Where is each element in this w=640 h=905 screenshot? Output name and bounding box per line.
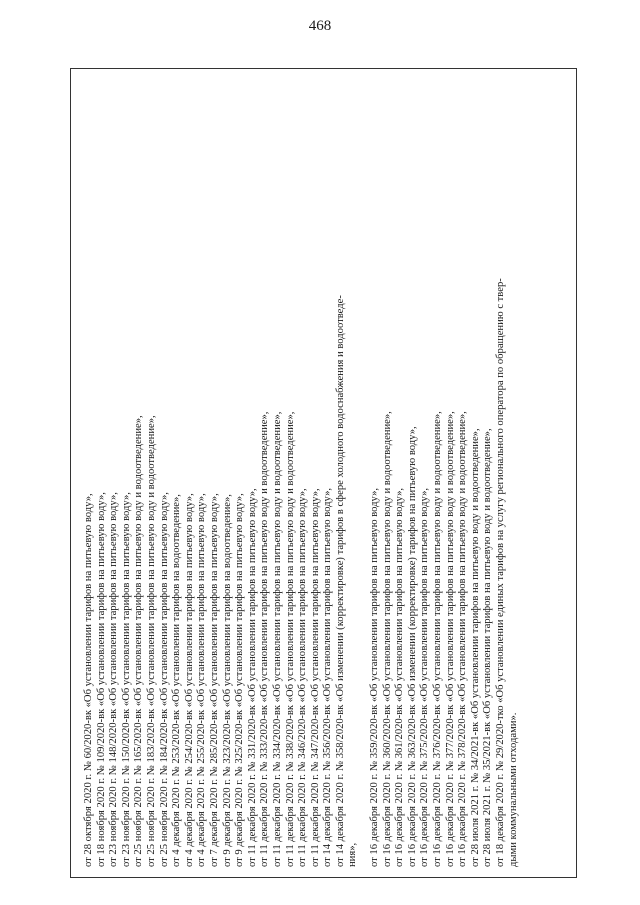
resolution-line: от 4 декабря 2020 г. № 255/2020-вк «Об установлении тарифов на питьевую воду», — [196, 493, 208, 867]
resolution-line: от 9 декабря 2020 г. № 325/2020-вк «Об установлении тарифов на питьевую воду», — [234, 493, 246, 867]
resolution-line: от 23 ноября 2020 г. № 148/2020-вк «Об установлении тарифов на питьевую воду», — [108, 492, 120, 867]
resolution-line: от 25 ноября 2020 г. № 184/2020-вк «Об установлении тарифов на питьевую воду», — [158, 492, 170, 867]
resolution-line: от 4 декабря 2020 г. № 254/2020-вк «Об установлении тарифов на питьевую воду», — [183, 493, 195, 867]
document-frame — [70, 68, 577, 878]
resolution-line: от 16 декабря 2020 г. № 361/2020-вк «Об установлении тарифов на питьевую воду», — [394, 487, 406, 867]
resolution-line: от 18 ноября 2020 г. № 109/2020-вк «Об установлении тарифов на питьевую воду», — [95, 492, 107, 867]
resolution-line: от 11 декабря 2020 г. № 333/2020-вк «Об установлении тарифов на питьевую воду и водоотведение», — [259, 411, 271, 867]
resolution-line: от 16 декабря 2020 г. № 363/2020-вк «Об изменении (корректировке) тарифов на питьевую воду», — [406, 426, 418, 867]
resolution-line: от 16 декабря 2020 г. № 378/2020-вк «Об установлении тарифов на питьевую воду и водоотведение», — [457, 411, 469, 867]
resolution-line: от 23 ноября 2020 г. № 150/2020-вк «Об установлении тарифов на питьевую воду», — [120, 492, 132, 867]
resolution-line: от 25 ноября 2020 г. № 165/2020-вк «Об установлении тарифов на питьевую воду и водоотведение», — [133, 415, 145, 867]
resolution-line: от 16 декабря 2020 г. № 359/2020-вк «Об установлении тарифов на питьевую воду», — [369, 487, 381, 867]
resolution-line: от 28 октября 2020 г. № 60/2020-вк «Об установлении тарифов на питьевую воду», — [83, 493, 94, 867]
resolution-line: от 25 ноября 2020 г. № 183/2020-вк «Об установлении тарифов на питьевую воду и водоотведение», — [145, 415, 157, 867]
resolution-line: от 16 декабря 2020 г. № 375/2020-вк «Об установлении тарифов на питьевую воду», — [419, 487, 431, 867]
resolution-line: от 16 декабря 2020 г. № 377/2020-вк «Об установлении тарифов на питьевую воду и водоотведение», — [444, 411, 456, 867]
page-number: 468 — [308, 18, 332, 34]
resolution-line: от 28 июля 2021 г. № 34/2021-вк «Об установлении тарифов на питьевую воду и водоотведение», — [469, 428, 481, 867]
resolution-line: от 18 декабря 2020 г. № 29/2020-тко «Об установлении единых тарифов на услугу регионального оператора по обращению с твер- — [495, 278, 506, 867]
resolution-line: от 7 декабря 2020 г. № 285/2020-вк «Об установлении тарифов на питьевую воду», — [208, 493, 220, 867]
resolution-line: дыми коммунальными отходами». — [507, 712, 519, 867]
resolution-line: от 4 декабря 2020 г. № 253/2020-вк «Об установлении тарифов на водоотведение», — [171, 494, 183, 867]
resolution-line: от 14 декабря 2020 г. № 358/2020-вк «Об изменении (корректировке) тарифов в сфере холодного водоснабжения и водоотведе- — [334, 295, 346, 867]
rotated-text-block — [83, 87, 520, 867]
resolution-line: от 11 декабря 2020 г. № 347/2020-вк «Об установлении тарифов на питьевую воду», — [309, 488, 321, 867]
resolution-list-group-1 — [83, 87, 360, 867]
resolution-line: от 14 декабря 2020 г. № 356/2020-вк «Об установлении тарифов на питьевую воду», — [322, 487, 334, 867]
resolution-line: от 11 декабря 2020 г. № 334/2020-вк «Об установлении тарифов на питьевую воду и водоотведение», — [271, 411, 283, 867]
resolution-line: от 16 декабря 2020 г. № 376/2020-вк «Об установлении тарифов на питьевую воду и водоотведение», — [432, 411, 444, 867]
resolution-line: от 11 декабря 2020 г. № 346/2020-вк «Об установлении тарифов на питьевую воду», — [297, 488, 309, 867]
resolution-line: от 9 декабря 2020 г. № 323/2020-вк «Об установлении тарифов на водоотведение», — [221, 494, 233, 867]
resolution-line: от 11 декабря 2020 г. № 338/2020-вк «Об установлении тарифов на питьевую воду и водоотведение», — [284, 411, 296, 867]
resolution-line: от 28 июля 2021 г. № 35/2021-вк «Об установлении тарифов на питьевую воду и водоотведение», — [482, 428, 494, 867]
resolution-line: ния», — [347, 842, 359, 867]
resolution-list-group-2 — [369, 87, 520, 867]
resolution-line: от 16 декабря 2020 г. № 360/2020-вк «Об установлении тарифов на питьевую воду и водоотведение», — [381, 411, 393, 867]
resolution-line: от 11 декабря 2020 г. № 331/2020-вк «Об установлении тарифов на питьевую воду», — [246, 488, 258, 867]
